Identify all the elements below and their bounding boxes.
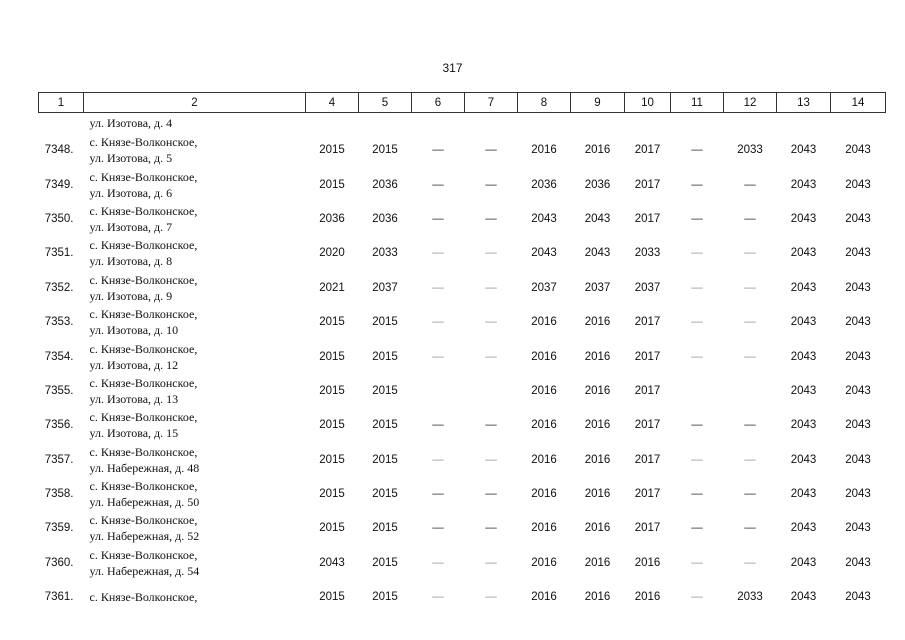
row-number: 7352.	[44, 281, 74, 294]
year-cell: 2043	[790, 453, 817, 466]
address-line: ул. Изотова, д. 7	[89, 219, 173, 234]
row-number: 7354.	[44, 350, 74, 363]
year-cell: —	[691, 556, 703, 569]
address-line: ул. Изотова, д. 6	[89, 185, 173, 200]
schedule-table	[38, 92, 886, 614]
table-row	[39, 443, 886, 477]
year-cell: 2043	[845, 556, 871, 569]
year-cell: 2043	[845, 419, 871, 432]
year-cell: 2016	[531, 384, 557, 397]
year-cell: 2015	[372, 591, 398, 604]
address-cell	[84, 271, 306, 305]
year-cell: 2043	[845, 144, 871, 157]
address-line: с. Князе-Волконское,	[89, 513, 198, 528]
year-cell	[465, 374, 518, 408]
year-cell: 2043	[790, 556, 817, 569]
year-cell: —	[744, 556, 756, 569]
address-line: с. Князе-Волконское,	[89, 272, 198, 287]
year-cell	[724, 374, 777, 408]
year-cell: 2043	[790, 419, 817, 432]
year-cell: 2037	[372, 281, 398, 294]
year-cell: 2043	[790, 212, 817, 225]
year-cell: —	[432, 522, 444, 535]
year-cell: 2015	[372, 316, 398, 329]
year-cell	[412, 374, 465, 408]
col-header: 14	[831, 93, 886, 113]
year-cell: —	[485, 212, 497, 225]
year-cell: 2016	[531, 419, 557, 432]
year-cell: 2015	[319, 384, 345, 397]
year-cell: 2033	[634, 247, 661, 260]
year-cell: 2016	[531, 556, 557, 569]
table-row	[39, 408, 886, 442]
year-cell: 2043	[845, 281, 871, 294]
year-cell: 2015	[319, 591, 345, 604]
address-cell	[84, 374, 306, 408]
year-cell: —	[691, 144, 703, 157]
year-cell: 2015	[319, 522, 345, 535]
year-cell: 2036	[531, 178, 557, 191]
year-cell: 2015	[372, 556, 398, 569]
address-line: ул. Набережная, д. 54	[89, 563, 200, 578]
year-cell: 2016	[634, 556, 661, 569]
year-cell: —	[744, 453, 756, 466]
address-line: ул. Набережная, д. 48	[89, 460, 200, 475]
header-row	[39, 93, 886, 113]
address-cell	[84, 477, 306, 511]
year-cell: —	[744, 247, 756, 260]
address-line: с. Князе-Волконское,	[89, 135, 198, 150]
year-cell: —	[744, 522, 756, 535]
year-cell: 2043	[845, 316, 871, 329]
address-cell	[84, 202, 306, 236]
year-cell: 2015	[372, 144, 398, 157]
table-row	[39, 202, 886, 236]
address-line: ул. Изотова, д. 10	[89, 323, 179, 338]
year-cell: —	[691, 178, 703, 191]
year-cell: —	[485, 591, 497, 604]
year-cell: —	[432, 453, 444, 466]
year-cell: —	[691, 522, 703, 535]
row-number: 7353.	[44, 316, 74, 329]
year-cell: 2016	[584, 384, 611, 397]
year-cell: —	[432, 144, 444, 157]
year-cell: 2015	[319, 453, 345, 466]
year-cell: 2017	[634, 522, 661, 535]
year-cell: —	[485, 144, 497, 157]
col-header: 10	[625, 93, 671, 113]
year-cell: 2036	[372, 212, 398, 225]
col-header: 11	[671, 93, 724, 113]
row-number: 7355.	[44, 384, 74, 397]
year-cell: —	[432, 247, 444, 260]
table-body	[39, 113, 886, 615]
year-cell: —	[691, 453, 703, 466]
address-cell	[84, 511, 306, 545]
year-cell: 2043	[790, 281, 817, 294]
year-cell: 2043	[584, 247, 611, 260]
year-cell: —	[744, 350, 756, 363]
year-cell: 2015	[319, 144, 345, 157]
year-cell: —	[744, 488, 756, 501]
year-cell: —	[691, 212, 703, 225]
address-line: с. Князе-Волконское,	[89, 444, 198, 459]
year-cell: 2043	[790, 522, 817, 535]
table-row	[39, 236, 886, 270]
address-line: с. Князе-Волконское,	[89, 479, 198, 494]
year-cell: —	[432, 488, 444, 501]
address-line: ул. Изотова, д. 8	[89, 254, 173, 269]
year-cell: 2043	[790, 247, 817, 260]
year-cell: 2043	[531, 247, 557, 260]
year-cell: 2016	[531, 453, 557, 466]
year-cell: 2015	[372, 522, 398, 535]
address-line: с. Князе-Волконское,	[89, 169, 198, 184]
year-cell: 2015	[319, 316, 345, 329]
year-cell: —	[691, 281, 703, 294]
year-cell: —	[485, 178, 497, 191]
year-cell: 2043	[790, 384, 817, 397]
year-cell: 2016	[584, 419, 611, 432]
year-cell: 2043	[790, 144, 817, 157]
address-line: с. Князе-Волконское,	[89, 203, 198, 218]
address-cell	[84, 408, 306, 442]
year-cell: 2016	[584, 144, 611, 157]
table-row	[39, 167, 886, 201]
row-number: 7350.	[44, 212, 74, 225]
col-header: 5	[359, 93, 412, 113]
year-cell: 2043	[845, 247, 871, 260]
address-cell	[84, 580, 306, 614]
address-line: с. Князе-Волконское,	[89, 341, 198, 356]
year-cell: 2016	[531, 488, 557, 501]
year-cell: 2043	[790, 316, 817, 329]
continuation-row	[39, 113, 886, 134]
address-line: ул. Изотова, д. 15	[89, 426, 179, 441]
year-cell: 2016	[584, 522, 611, 535]
year-cell: 2017	[634, 178, 661, 191]
year-cell: —	[432, 591, 444, 604]
table-row	[39, 580, 886, 614]
year-cell: —	[744, 178, 756, 191]
address-line: с. Князе-Волконское,	[89, 410, 198, 425]
row-number: 7349.	[44, 178, 74, 191]
address-cell	[84, 113, 306, 134]
year-cell: 2015	[319, 350, 345, 363]
year-cell: 2033	[737, 591, 763, 604]
year-cell: —	[485, 488, 497, 501]
row-number: 7356.	[44, 419, 74, 432]
year-cell: —	[691, 316, 703, 329]
year-cell: 2037	[634, 281, 661, 294]
address-cell	[84, 546, 306, 580]
year-cell: 2015	[319, 419, 345, 432]
table-row	[39, 305, 886, 339]
year-cell: —	[691, 350, 703, 363]
year-cell: —	[432, 212, 444, 225]
address-line: ул. Изотова, д. 5	[89, 151, 173, 166]
year-cell: 2037	[531, 281, 557, 294]
year-cell: —	[744, 316, 756, 329]
year-cell: —	[744, 281, 756, 294]
year-cell: —	[485, 247, 497, 260]
year-cell: —	[691, 591, 703, 604]
year-cell: —	[432, 178, 444, 191]
year-cell: 2016	[584, 488, 611, 501]
address-cell	[84, 339, 306, 373]
table-row	[39, 374, 886, 408]
year-cell: 2043	[790, 350, 817, 363]
address-line: с. Князе-Волконское,	[89, 238, 198, 253]
row-number: 7348.	[44, 144, 74, 157]
address-line: ул. Изотова, д. 13	[89, 391, 179, 406]
col-header: 4	[306, 93, 359, 113]
year-cell: 2016	[584, 453, 611, 466]
year-cell: 2043	[845, 522, 871, 535]
year-cell: 2016	[584, 316, 611, 329]
row-number: 7361.	[44, 591, 74, 604]
year-cell: —	[485, 281, 497, 294]
year-cell: 2036	[372, 178, 398, 191]
year-cell: 2016	[531, 144, 557, 157]
address-cell	[84, 305, 306, 339]
year-cell: 2043	[845, 178, 871, 191]
year-cell: 2043	[319, 556, 345, 569]
year-cell: —	[485, 316, 497, 329]
row-number: 7359.	[44, 522, 74, 535]
year-cell: 2036	[319, 212, 345, 225]
address-line: с. Князе-Волконское,	[89, 375, 198, 390]
address-line: ул. Набережная, д. 50	[89, 495, 200, 510]
year-cell: 2016	[634, 591, 661, 604]
address-line: ул. Изотова, д. 9	[89, 288, 173, 303]
year-cell: —	[485, 350, 497, 363]
year-cell: 2016	[584, 556, 611, 569]
year-cell: —	[432, 350, 444, 363]
year-cell: —	[432, 556, 444, 569]
year-cell: —	[744, 419, 756, 432]
year-cell: —	[485, 556, 497, 569]
year-cell: 2017	[634, 419, 661, 432]
address-cell	[84, 236, 306, 270]
year-cell: 2043	[790, 178, 817, 191]
row-number: 7360.	[44, 556, 74, 569]
col-header: 9	[571, 93, 625, 113]
address-cell	[84, 167, 306, 201]
year-cell: 2043	[531, 212, 557, 225]
year-cell: —	[485, 419, 497, 432]
year-cell: 2043	[790, 591, 817, 604]
year-cell: 2043	[845, 453, 871, 466]
address-line: ул. Изотова, д. 12	[89, 357, 179, 372]
year-cell	[671, 374, 724, 408]
year-cell: —	[432, 281, 444, 294]
address-line: ул. Изотова, д. 4	[89, 116, 173, 130]
year-cell: 2016	[531, 350, 557, 363]
year-cell: 2037	[584, 281, 611, 294]
year-cell: 2033	[372, 247, 398, 260]
year-cell: 2017	[634, 316, 661, 329]
address-cell	[84, 443, 306, 477]
year-cell: 2017	[634, 488, 661, 501]
table-row	[39, 511, 886, 545]
col-header: 8	[518, 93, 571, 113]
year-cell: 2043	[845, 212, 871, 225]
row-number: 7357.	[44, 453, 74, 466]
year-cell: —	[485, 453, 497, 466]
year-cell: 2016	[584, 350, 611, 363]
col-header: 2	[84, 93, 306, 113]
table-row	[39, 271, 886, 305]
year-cell: 2043	[845, 384, 871, 397]
year-cell: 2015	[372, 419, 398, 432]
year-cell: 2036	[584, 178, 611, 191]
year-cell: 2017	[634, 350, 661, 363]
table-row	[39, 339, 886, 373]
address-line: ул. Набережная, д. 52	[89, 529, 200, 544]
col-header: 12	[724, 93, 777, 113]
year-cell: —	[691, 419, 703, 432]
col-header: 1	[39, 93, 84, 113]
col-header: 6	[412, 93, 465, 113]
address-line: с. Князе-Волконское,	[89, 307, 198, 322]
table-row	[39, 133, 886, 167]
page-number: 317	[442, 61, 463, 75]
col-header: 13	[777, 93, 831, 113]
year-cell: 2043	[845, 591, 871, 604]
year-cell: 2017	[634, 453, 661, 466]
year-cell: —	[744, 212, 756, 225]
year-cell: 2043	[845, 488, 871, 501]
year-cell: 2033	[737, 144, 763, 157]
year-cell: 2043	[790, 488, 817, 501]
table-row	[39, 546, 886, 580]
year-cell: 2016	[531, 591, 557, 604]
address-cell	[84, 133, 306, 167]
year-cell: —	[432, 419, 444, 432]
year-cell: 2043	[584, 212, 611, 225]
address-line: с. Князе-Волконское,	[89, 547, 198, 562]
year-cell: 2020	[319, 247, 345, 260]
row-number: 7351.	[44, 247, 74, 260]
year-cell: 2015	[319, 488, 345, 501]
row-number: 7358.	[44, 488, 74, 501]
year-cell: 2017	[634, 384, 661, 397]
table-row	[39, 477, 886, 511]
col-header: 7	[465, 93, 518, 113]
year-cell: 2021	[319, 281, 345, 294]
year-cell: 2015	[372, 453, 398, 466]
year-cell: 2043	[845, 350, 871, 363]
year-cell: —	[432, 316, 444, 329]
year-cell: 2017	[634, 212, 661, 225]
year-cell: 2016	[531, 522, 557, 535]
year-cell: 2015	[372, 384, 398, 397]
year-cell: —	[691, 488, 703, 501]
year-cell: 2015	[372, 488, 398, 501]
year-cell: 2017	[634, 144, 661, 157]
year-cell: 2015	[319, 178, 345, 191]
year-cell: 2016	[531, 316, 557, 329]
year-cell: —	[691, 247, 703, 260]
address-line: с. Князе-Волконское,	[89, 590, 198, 605]
year-cell: 2015	[372, 350, 398, 363]
year-cell: 2016	[584, 591, 611, 604]
year-cell: —	[485, 522, 497, 535]
